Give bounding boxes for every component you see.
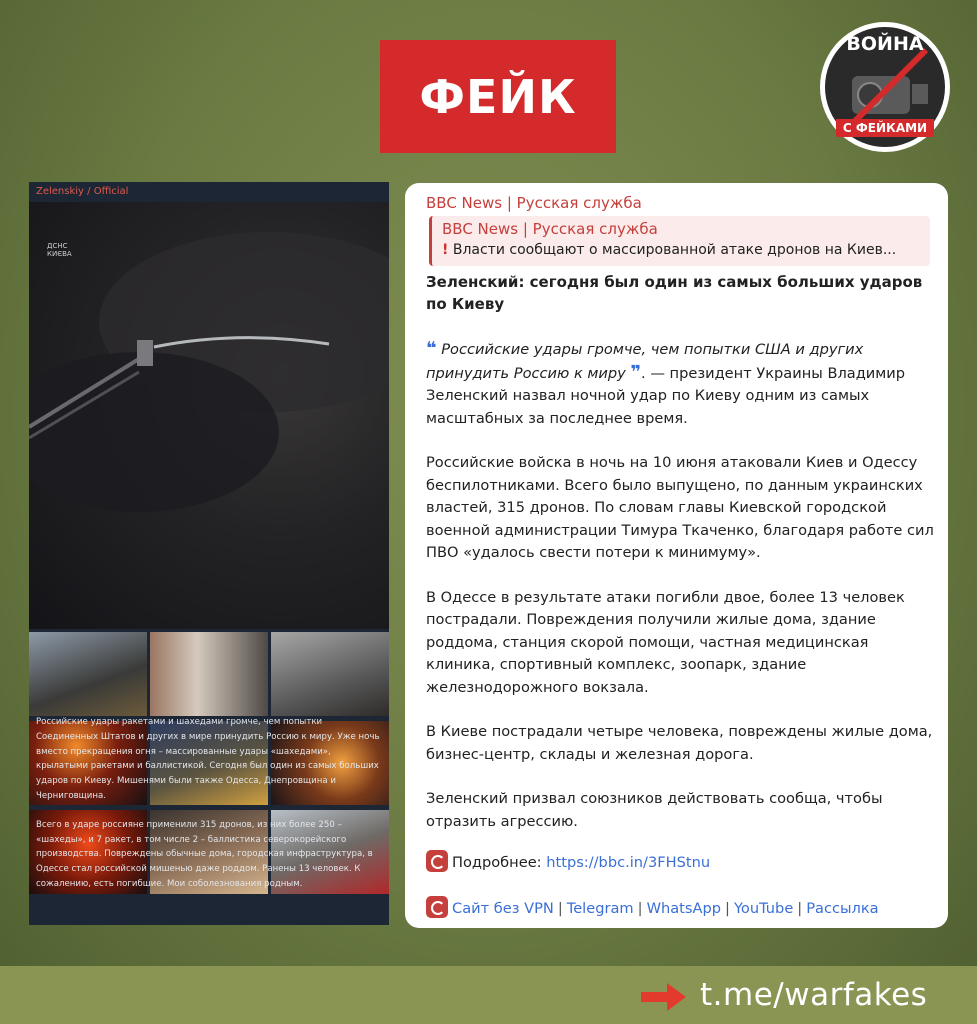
zelensky-post <box>29 182 389 925</box>
left-paragraph-2: Всего в ударе россияне применили 315 дронов, из них более 250 – «шахеды», и 7 ракет, в том числе 2 – баллистика северокорейского производства. Повреждены обычные дома, городская инфраструктура, в Одессе стал российской мишенью даже роддом. Ранены 13 человек. К сожалению, есть погибшие. Мои соболезнования родным. <box>36 819 373 889</box>
left-channel-name[interactable]: Zelenskiy / Official <box>36 186 129 197</box>
post-title: Зеленский: сегодня был один из самых больших ударов по Киеву <box>426 273 923 313</box>
logo-top-text: ВОЙНА <box>846 33 924 55</box>
more-label: Подробнее: <box>452 854 542 871</box>
dsns-text: ДСНС КИЄВА <box>47 242 72 258</box>
arrow-right-icon <box>641 983 686 1011</box>
paragraph-2: Российские войска в ночь на 10 июня атаковали Киев и Одессу беспилотниками. Всего было выпущено, по данным украинских властей, 315 дронов. По словам главы Киевской городской военной администрации Тимура Ткаченко, благодаря работе сил ПВО «удалось свести потери к минимуму». <box>426 454 934 561</box>
main-photo-scene <box>29 202 389 629</box>
links-line <box>426 896 879 918</box>
grid-photo-3[interactable] <box>271 632 389 716</box>
more-line <box>426 850 710 872</box>
quote-text <box>442 242 896 258</box>
link-whatsapp[interactable]: WhatsApp <box>646 900 722 917</box>
grid-photo-1[interactable] <box>29 632 147 716</box>
bbc-post <box>405 183 948 928</box>
bbc-channel-name[interactable]: BBC News | Русская служба <box>426 194 642 212</box>
fake-banner-label: ФЕЙК <box>419 69 577 124</box>
link-newsletter[interactable]: Рассылка <box>806 900 879 917</box>
paragraph-5: Зеленский призвал союзников действовать сообща, чтобы отразить агрессию. <box>426 790 883 830</box>
main-photo-fire[interactable] <box>29 202 389 629</box>
logo-bottom-text: С ФЕЙКАМИ <box>836 119 934 137</box>
post-body <box>426 338 938 855</box>
dsns-watermark <box>47 242 72 258</box>
grid-photo-2[interactable] <box>150 632 268 716</box>
separator: | <box>797 900 803 917</box>
quote-close-icon: ❞ <box>630 361 642 383</box>
bbc-logo-icon <box>426 896 448 918</box>
footer-channel-link[interactable]: t.me/warfakes <box>700 977 928 1013</box>
quote-channel-name: BBC News | Русская служба <box>442 220 658 238</box>
paragraph-1 <box>426 338 938 430</box>
quote-open-icon: ❝ <box>426 338 437 359</box>
paragraph-4: В Киеве пострадали четыре человека, повреждены жилые дома, бизнес-центр, склады и железная дорога. <box>426 723 933 763</box>
reply-quote[interactable] <box>429 216 930 266</box>
link-youtube[interactable]: YouTube <box>733 900 794 917</box>
more-link[interactable]: https://bbc.in/3FHStnu <box>546 854 711 871</box>
separator: | <box>725 900 730 917</box>
paragraph-3: В Одессе в результате атаки погибли двое, более 13 человек пострадали. Повреждения получили жилые дома, здание роддома, станция скорой помощи, частная медицинская клиника, спортивный комплекс, зоопарк, здание железнодорожного вокзала. <box>426 588 905 696</box>
separator: | <box>637 900 643 917</box>
fake-banner <box>380 40 616 153</box>
paragraph-1-rest: . — президент Украины Владимир Зеленский назвал ночной удар по Киеву одним из самых масштабных за последнее время. <box>426 364 906 427</box>
paragraph-1-quote: Российские удары громче, чем попытки США и других принудить Россию к миру <box>426 341 864 382</box>
quote-text-content: Власти сообщают о массированной атаке дронов на Киев... <box>452 242 897 258</box>
exclamation-icon: ! <box>442 242 449 258</box>
link-telegram[interactable]: Telegram <box>566 900 634 917</box>
left-post-text <box>36 715 384 906</box>
link-site-without-vpn[interactable]: Сайт без VPN <box>452 900 554 917</box>
left-paragraph-1: Российские удары ракетами и шахедами громче, чем попытки Соединенных Штатов и других в мире принудить Россию к миру. Уже ночь вместо прекращения огня – массированные удары «шахедами», крылатыми ракетами и баллистикой. Сегодня был один из самых больших ударов по Киеву. Мишенями были также Одесса, Днепровщина и Черниговщина. <box>36 717 380 801</box>
bbc-logo-icon <box>426 850 448 872</box>
separator: | <box>557 900 563 917</box>
